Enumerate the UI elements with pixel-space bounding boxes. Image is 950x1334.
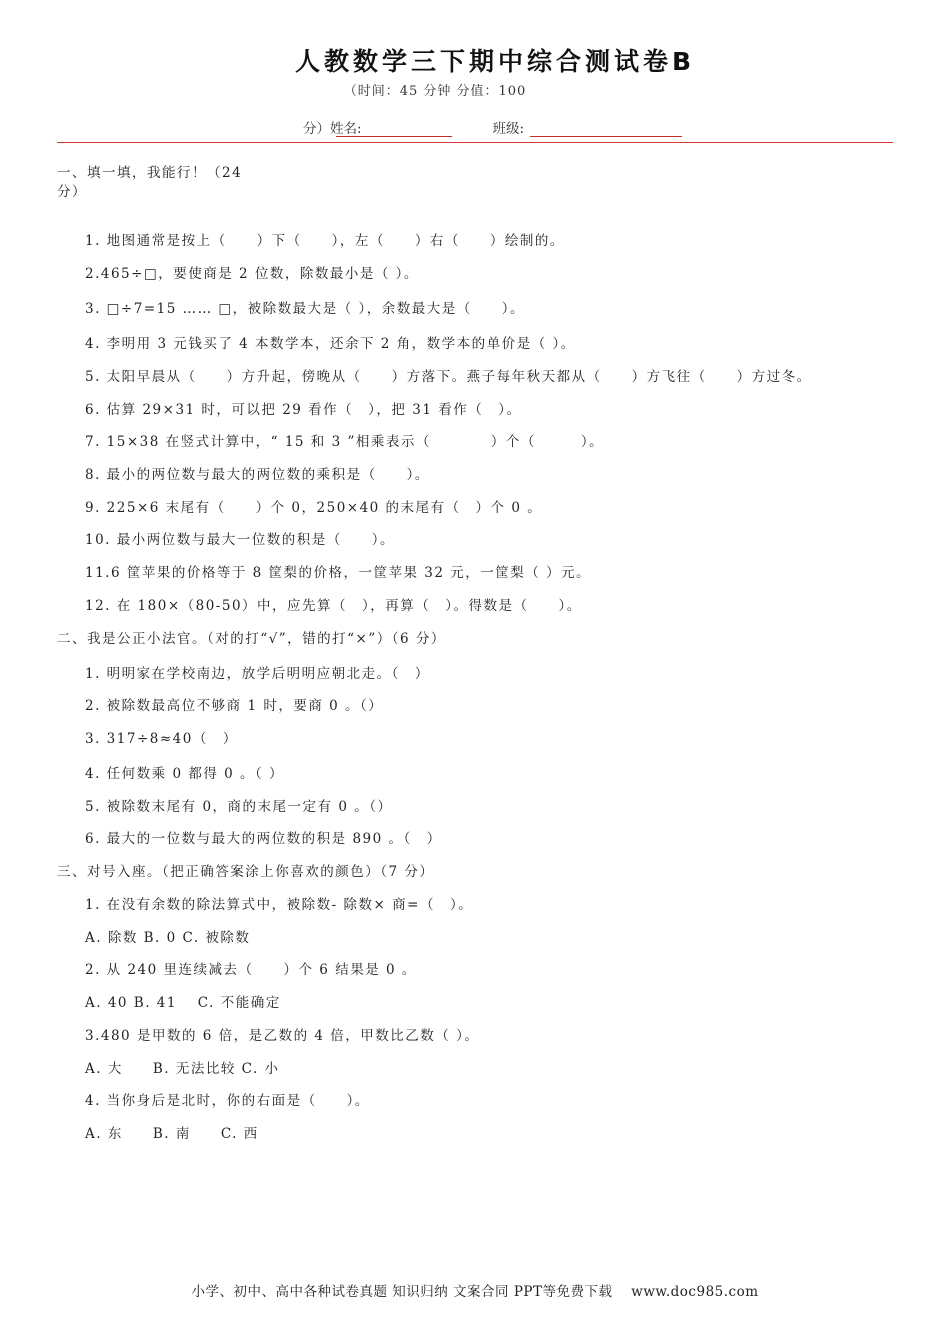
section-2-heading: 二、我是公正小法官。（对的打“√”，错的打“×”）（6 分）: [57, 631, 446, 647]
student-info-row: [303, 117, 682, 137]
question-3-2: 2. 从 240 里连续减去（ ）个 6 结果是 0 。: [85, 962, 417, 978]
question-3-3: 3.480 是甲数的 6 倍，是乙数的 4 倍，甲数比乙数（ ）。: [85, 1028, 480, 1044]
question-1-12: 12. 在 180×（80-50）中，应先算（ ），再算（ ）。得数是（ ）。: [85, 598, 582, 614]
question-1-11: 11.6 筐苹果的价格等于 8 筐梨的价格，一筐苹果 32 元，一筐梨（ ）元。: [85, 565, 592, 581]
question-1-2: 2.465÷□，要使商是 2 位数，除数最小是（ ）。: [85, 266, 419, 282]
question-1-3: 3. □÷7=15 …… □，被除数最大是（ ），余数最大是（ ）。: [85, 301, 525, 317]
question-2-4: 4. 任何数乘 0 都得 0 。（ ）: [85, 766, 285, 782]
section-1-heading-cont: 分）: [57, 184, 87, 200]
question-1-7: 7. 15×38 在竖式计算中，“ 15 和 3 ”相乘表示（ ）个（ ）。: [85, 434, 605, 450]
exam-title: 人教数学三下期中综合测试卷B: [294, 47, 696, 76]
question-1-9: 9. 225×6 末尾有（ ）个 0，250×40 的末尾有（ ）个 0 。: [85, 500, 543, 516]
question-1-8: 8. 最小的两位数与最大的两位数的乘积是（ ）。: [85, 467, 430, 483]
question-1-10: 10. 最小两位数与最大一位数的积是（ ）。: [85, 532, 396, 548]
question-3-4: 4. 当你身后是北时，你的右面是（ ）。: [85, 1093, 370, 1109]
question-2-5: 5. 被除数末尾有 0，商的末尾一定有 0 。（）: [85, 799, 393, 815]
name-blank[interactable]: [336, 120, 452, 137]
question-2-3: 3. 317÷8≈40（ ）: [85, 731, 238, 747]
question-3-1: 1. 在没有余数的除法算式中，被除数- 除数× 商=（ ）。: [85, 897, 474, 913]
question-1-4: 4. 李明用 3 元钱买了 4 本数学本，还余下 2 角，数学本的单价是（ ）。: [85, 336, 576, 352]
name-label: 分）姓名:: [303, 121, 362, 137]
question-1-5: 5. 太阳早晨从（ ）方升起，傍晚从（ ）方落下。燕子每年秋天都从（ ）方飞往（ ）方过冬。: [85, 369, 812, 385]
question-3-1-options: A. 除数 B. 0 C. 被除数: [85, 930, 251, 946]
question-3-3-options: A. 大 B. 无法比较 C. 小: [85, 1061, 280, 1077]
section-1-heading: 一、填一填，我能行！（24: [57, 165, 243, 181]
question-2-6: 6. 最大的一位数与最大的两位数的积是 890 。（ ）: [85, 831, 442, 847]
question-1-6: 6. 估算 29×31 时，可以把 29 看作（ ），把 31 看作（ ）。: [85, 402, 522, 418]
question-3-2-options: A. 40 B. 41 C. 不能确定: [85, 995, 281, 1011]
class-blank[interactable]: [530, 120, 682, 137]
question-2-1: 1. 明明家在学校南边，放学后明明应朝北走。（ ）: [85, 666, 430, 682]
question-2-2: 2. 被除数最高位不够商 1 时，要商 0 。（）: [85, 698, 384, 714]
exam-subtitle: （时间：45 分钟 分值：100: [343, 84, 527, 99]
class-label: 班级:: [492, 121, 525, 137]
page-footer: 小学、初中、高中各种试卷真题 知识归纳 文案合同 PPT等免费下载 www.doc985.com: [191, 1284, 759, 1300]
question-1-1: 1. 地图通常是按上（ ）下（ ），左（ ）右（ ）绘制的。: [85, 233, 565, 249]
header-divider: [57, 142, 893, 143]
question-3-4-options: A. 东 B. 南 C. 西: [85, 1126, 259, 1142]
section-3-heading: 三、对号入座。（把正确答案涂上你喜欢的颜色）（7 分）: [57, 864, 435, 880]
